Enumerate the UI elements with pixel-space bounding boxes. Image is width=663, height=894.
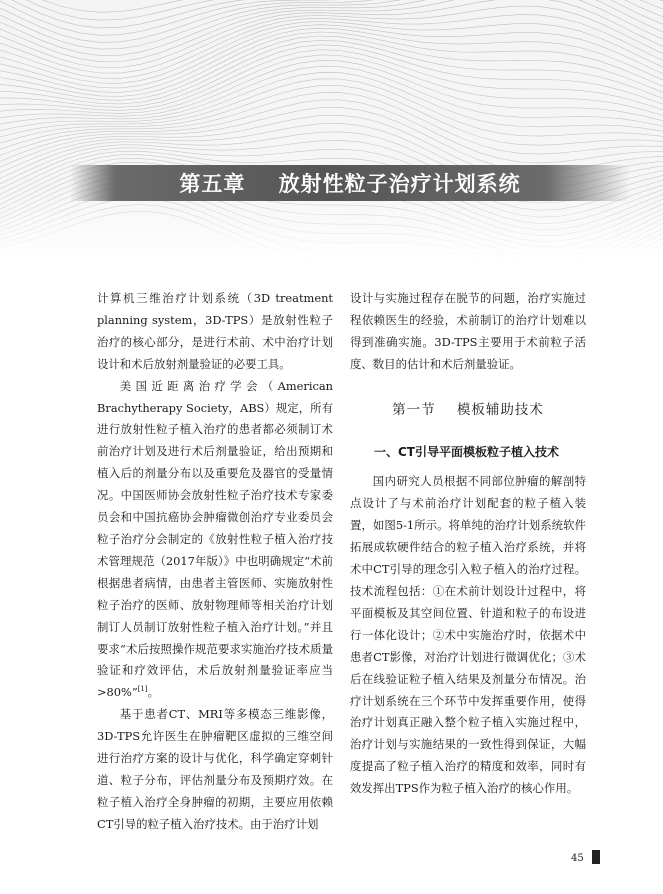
right-column bbox=[350, 288, 586, 800]
header-decoration bbox=[0, 0, 663, 260]
abs-requirements-text: 美国近距离治疗学会（American Brachytherapy Society，ABS）规定，所有进行放射性粒子植入治疗的患者都必须制订术前治疗计划及进行术后剂量验证，给出预期和植入后的剂量分布以及重要危及器官的受量情况。中国医师协会放射性粒子治疗技术专家委员会和中国抗癌协会肿瘤微创治疗专业委员会粒子治疗分会制定的《放射性粒子植入治疗技术管理规范（2017年版）》中也明确规定“术前根据患者病情，由患者主管医师、实施放射性粒子治疗的医师、放射物理师等相关治疗计划制订人员制订放射性粒子植入治疗计划。”并且要求“术后按照操作规范要求实施治疗技术质量验证和疗效评估，术后放射剂量验证率应当>80%” bbox=[97, 378, 333, 700]
page-marker-tab bbox=[592, 850, 600, 864]
section-title: 第一节 模板辅助技术 bbox=[392, 401, 544, 418]
subsection-title: 一、CT引导平面模板粒子植入技术 bbox=[374, 444, 559, 459]
left-column bbox=[97, 288, 333, 836]
paragraph-continuation: 设计与实施过程存在脱节的问题，治疗实施过程依赖医生的经验，术前制订的治疗计划难以得到准确实施。3D-TPS主要用于术前粒子活度、数目的估计和术后剂量验证。 bbox=[350, 291, 586, 371]
paragraph-3d-tps-intro: 计算机三维治疗计划系统（3D treatment planning system，3D-TPS）是放射性粒子治疗的核心部分，是进行术前、术中治疗计划设计和术后放射剂量验证的必要工具。 bbox=[97, 291, 333, 371]
chapter-banner bbox=[70, 165, 630, 201]
paragraph-multimodal-imaging: 基于患者CT、MRI等多模态三维影像，3D-TPS允许医生在肿瘤靶区虚拟的三维空间进行治疗方案的设计与优化，科学确定穿刺针道、粒子分布，评估剂量分布及预期疗效。在粒子植入治疗全身肿瘤的初期，主要应用依赖CT引导的粒子植入治疗技术。由于治疗计划 bbox=[97, 707, 333, 831]
chapter-title: 第五章 放射性粒子治疗计划系统 bbox=[179, 172, 521, 196]
citation-tail: 。 bbox=[147, 685, 160, 700]
page-number: 45 bbox=[571, 853, 584, 864]
paragraph-abs-requirements bbox=[97, 376, 333, 705]
citation-ref: [1] bbox=[137, 685, 148, 694]
paragraph-template-technique: 国内研究人员根据不同部位肿瘤的解剖特点设计了与术前治疗计划配套的粒子植入装置，如图5-1所示。将单纯的治疗计划系统软件拓展成软硬件结合的粒子植入治疗系统，并将术中CT引导的理念引入粒子植入的治疗过程。技术流程包括：①在术前计划设计过程中，将平面模板及其空间位置、针道和粒子的布设进行一体化设计；②术中实施治疗时，依据术中患者CT影像，对治疗计划进行微调优化；③术后在线验证粒子植入结果及剂量分布情况。治疗计划系统在三个环节中发挥重要作用，使得治疗计划真正融入整个粒子植入实施过程中，治疗计划与实施结果的一致性得到保证，大幅度提高了粒子植入治疗的精度和效率，同时有效发挥出TPS作为粒子植入治疗的核心作用。 bbox=[350, 474, 586, 796]
wave-pattern-graphic bbox=[0, 0, 663, 260]
